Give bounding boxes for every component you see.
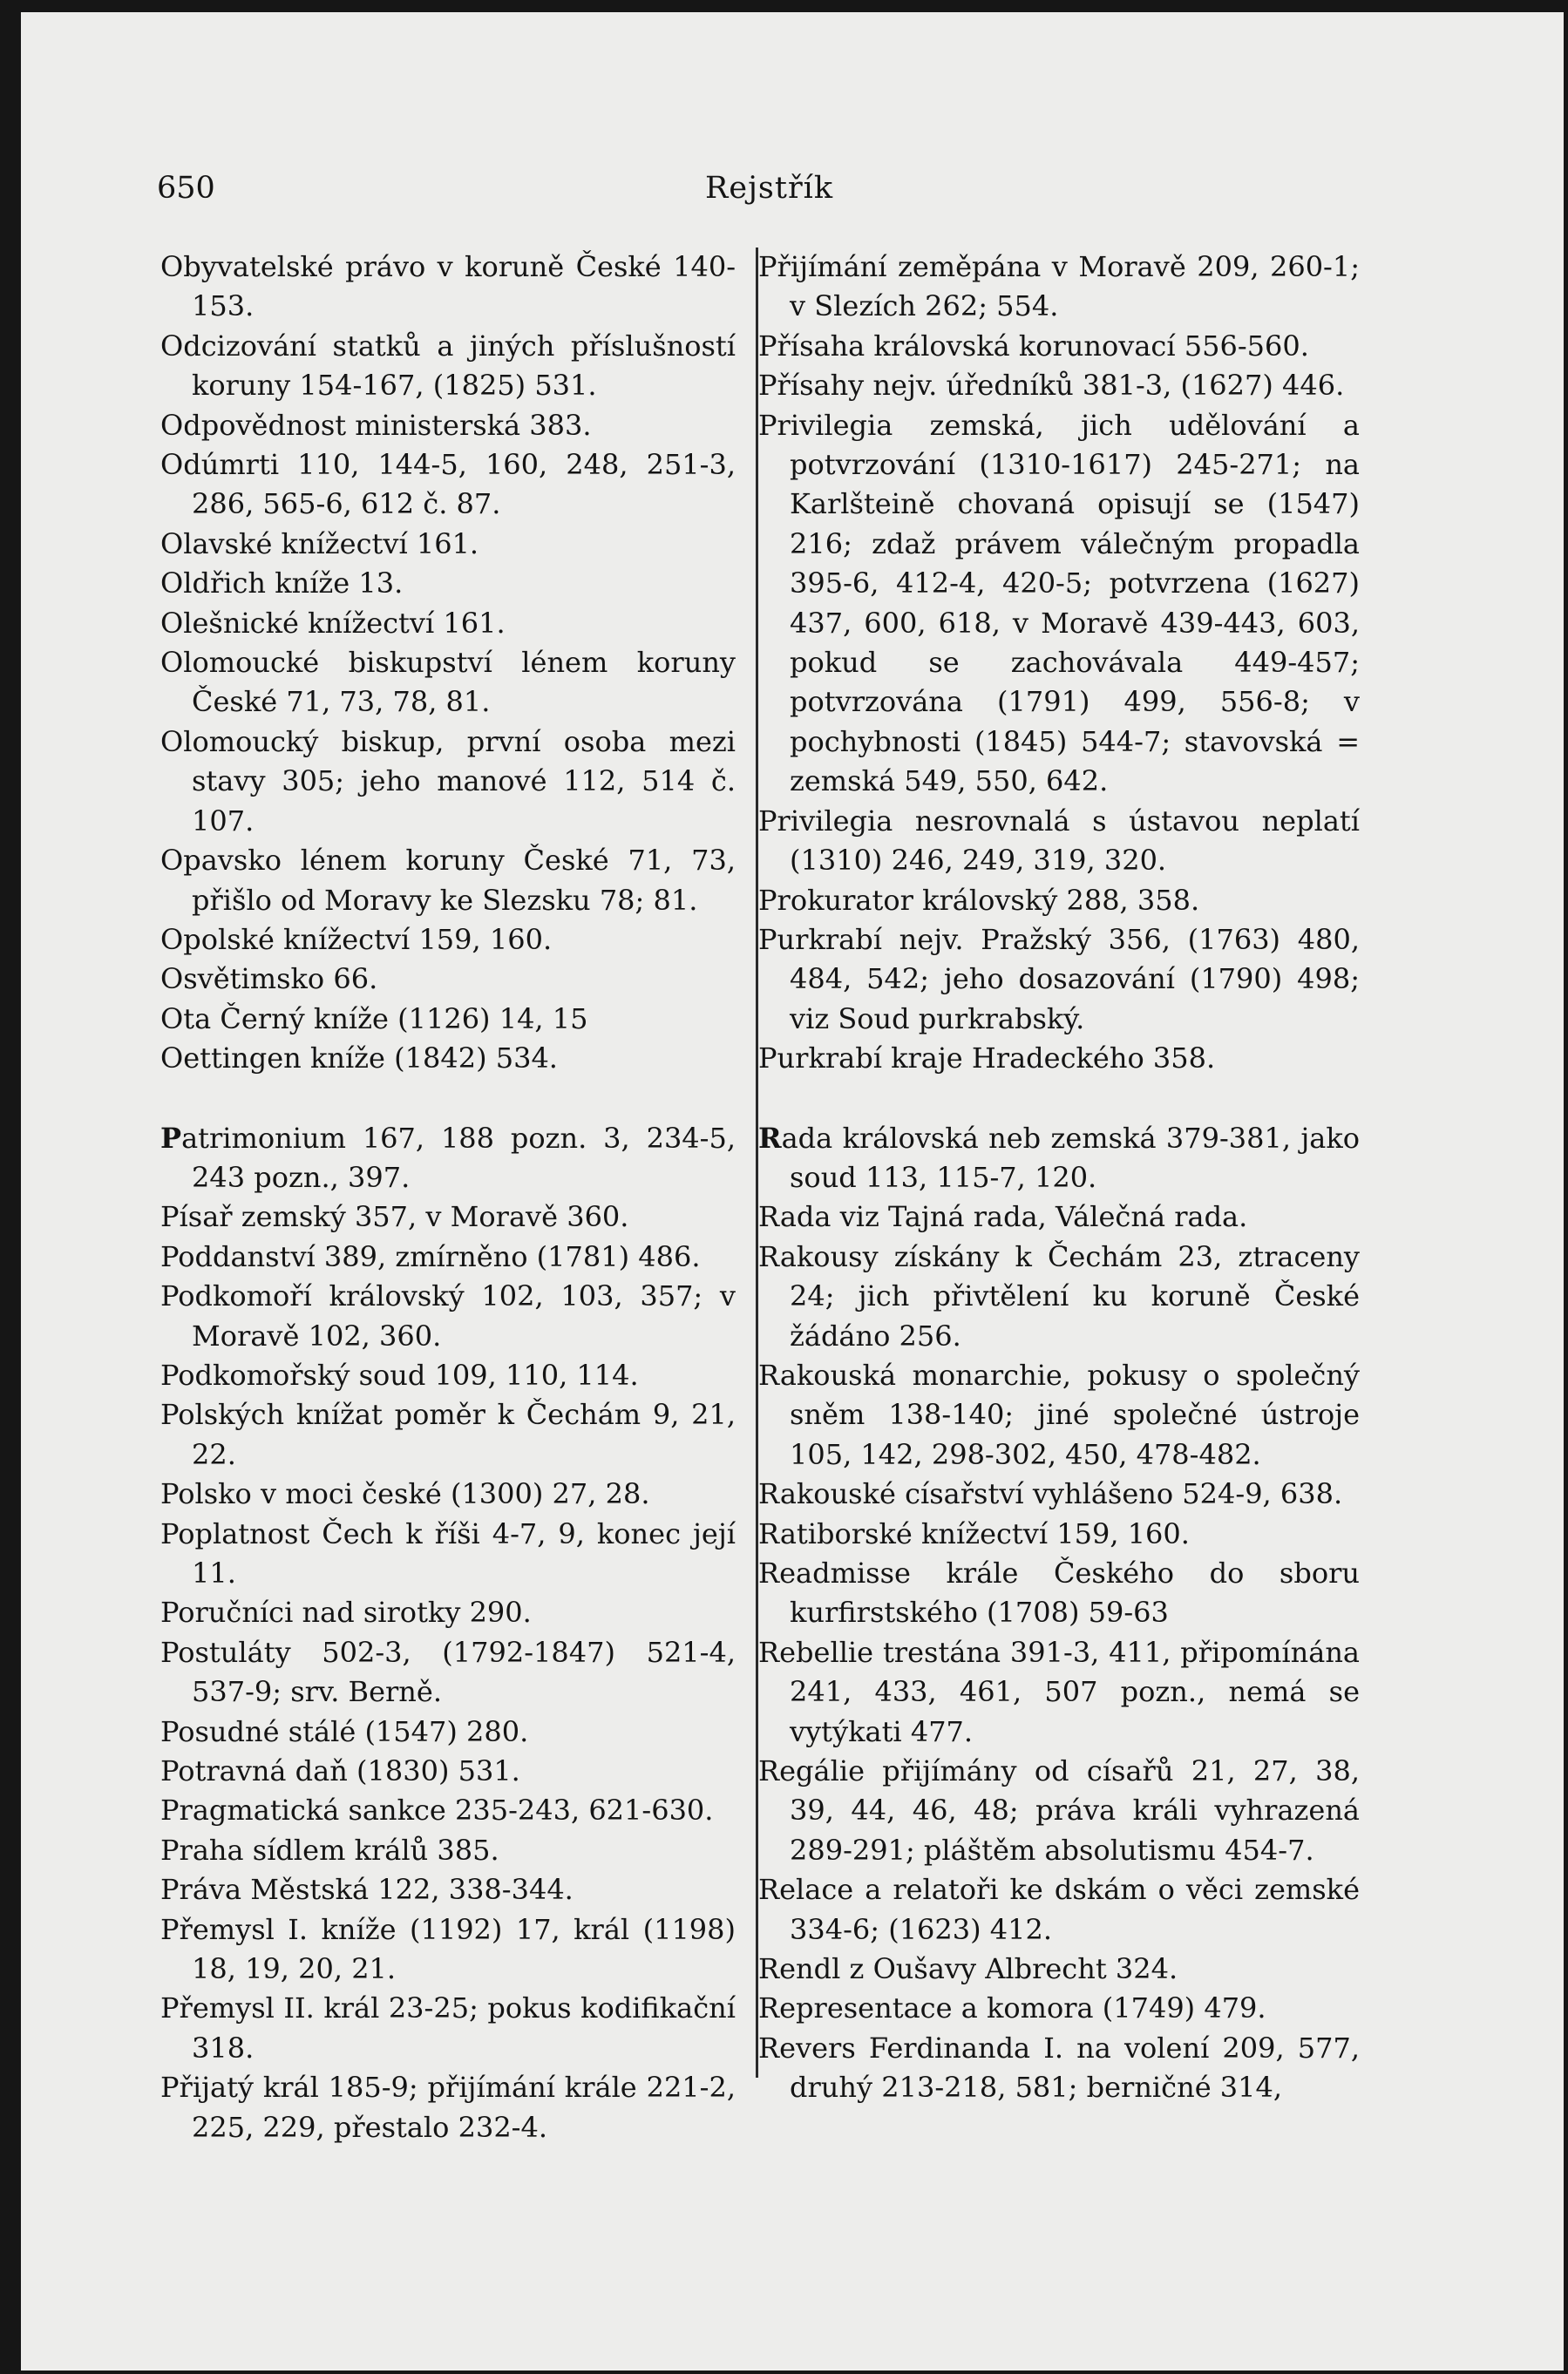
index-entry: Práva Městská 122, 338-344. <box>160 1873 574 1907</box>
index-entry: Přemysl II. král 23-25; pokus kodifikační 318. <box>160 1991 736 2065</box>
index-entry: Přemysl I. kníže (1192) 17, král (1198) 18, 19, 20, 21. <box>160 1912 736 1986</box>
index-entry: Privilegia zemská, jich udělování a potvrzování (1310-1617) 245-271; na Karlšteině chovaná opisují se (1547) 216; zdaž právem válečným propadla 395-6, 412-4, 420-5; potvrzena (1627) 437, 600, 618, v Moravě 439-443, 603, pokud se zachovávala 449-457; potvrzována (1791) 499, 556-8; v pochybnosti (1845) 544-7; stavovská = zemská 549, 550, 642. <box>758 408 1360 798</box>
index-entry: Osvětimsko 66. <box>160 962 378 996</box>
section-initial-r: R <box>758 1121 782 1155</box>
index-entry: Olomoucké biskupství lénem koruny České 71, 73, 78, 81. <box>160 646 736 719</box>
section-initial-p: P <box>160 1121 182 1155</box>
index-entry: Obyvatelské právo v koruně České 140-153. <box>160 250 736 323</box>
index-entry: Revers Ferdinanda I. na volení 209, 577, druhý 213-218, 581; berničné 314, <box>758 2031 1360 2105</box>
index-entry: Oettingen kníže (1842) 534. <box>160 1041 558 1075</box>
index-entry: Olavské knížectví 161. <box>160 526 479 560</box>
index-entry: Rendl z Oušavy Albrecht 324. <box>758 1952 1178 1986</box>
index-entry: Rebellie trestána 391-3, 411, připomínána 241, 433, 461, 507 pozn., nemá se vytýkati 477. <box>758 1635 1360 1748</box>
index-entry: Rakouská monarchie, pokusy o společný sněm 138-140; jiné společné ústroje 105, 142, 298-302, 450, 478-482. <box>758 1358 1360 1471</box>
index-entry: Opolské knížectví 159, 160. <box>160 922 553 956</box>
index-entry: Olomoucký biskup, první osoba mezi stavy 305; jeho manové 112, 514 č. 107. <box>160 724 736 838</box>
index-entry: Přísaha královská korunovací 556-560. <box>758 329 1309 363</box>
entry-text: atrimonium 167, 188 pozn. 3, 234-5, 243 pozn., 397. <box>181 1121 736 1194</box>
index-entry: Odcizování statků a jiných příslušností koruny 154-167, (1825) 531. <box>160 329 736 403</box>
index-entry: Polských knížat poměr k Čechám 9, 21, 22. <box>160 1398 736 1471</box>
page-number: 650 <box>157 171 215 206</box>
index-entry: Přijatý král 185-9; přijímání krále 221-2, 225, 229, přestalo 232-4. <box>160 2071 736 2144</box>
index-entry: Postuláty 502-3, (1792-1847) 521-4, 537-9; srv. Berně. <box>160 1635 736 1709</box>
index-entry: Písař zemský 357, v Moravě 360. <box>160 1200 629 1234</box>
index-entry: Purkrabí kraje Hradeckého 358. <box>758 1041 1216 1075</box>
index-entry: Přijímání zeměpána v Moravě 209, 260-1; v Slezích 262; 554. <box>758 250 1360 323</box>
index-entry: Rakouské císařství vyhlášeno 524-9, 638. <box>758 1477 1343 1511</box>
index-entry: Readmisse krále Českého do sboru kurfirstského (1708) 59-63 <box>758 1557 1360 1630</box>
index-entry: Opavsko lénem koruny České 71, 73, přišlo od Moravy ke Slezsku 78; 81. <box>160 844 736 917</box>
index-entry: Representace a komora (1749) 479. <box>758 1991 1266 2025</box>
index-entry: Praha sídlem králů 385. <box>160 1833 499 1867</box>
section-p-first-entry <box>160 1119 736 1198</box>
section-gap <box>758 1079 1360 1119</box>
index-entry: Poddanství 389, zmírněno (1781) 486. <box>160 1239 701 1273</box>
index-entry: Rakousy získány k Čechám 23, ztraceny 24; jich přivtělení ku koruně České žádáno 256. <box>758 1239 1360 1353</box>
index-entry: Podkomořský soud 109, 110, 114. <box>160 1358 639 1392</box>
left-column <box>160 248 736 2147</box>
index-entry: Ratiborské knížectví 159, 160. <box>758 1516 1190 1550</box>
index-entry: Purkrabí nejv. Pražský 356, (1763) 480, 484, 542; jeho dosazování (1790) 498; viz Soud purkrabský. <box>758 922 1360 1035</box>
index-entry: Poručníci nad sirotky 290. <box>160 1596 532 1630</box>
index-entry: Rada viz Tajná rada, Válečná rada. <box>758 1200 1248 1234</box>
index-entry: Pragmatická sankce 235-243, 621-630. <box>160 1794 714 1828</box>
right-column <box>758 248 1360 2108</box>
index-entry: Potravná daň (1830) 531. <box>160 1754 520 1788</box>
entry-text: ada královská neb zemská 379-381, jako soud 113, 115-7, 120. <box>781 1121 1360 1194</box>
section-r-first-entry <box>758 1119 1360 1198</box>
running-head: Rejstřík <box>705 171 834 206</box>
index-entry: Relace a relatoři ke dskám o věci zemské 334-6; (1623) 412. <box>758 1873 1360 1946</box>
index-entry: Oldřich kníže 13. <box>160 566 404 600</box>
index-entry: Polsko v moci české (1300) 27, 28. <box>160 1477 650 1511</box>
index-entry: Olešnické knížectví 161. <box>160 606 506 640</box>
index-entry: Přísahy nejv. úředníků 381-3, (1627) 446. <box>758 369 1345 403</box>
index-entry: Podkomoří královský 102, 103, 357; v Moravě 102, 360. <box>160 1279 736 1353</box>
index-entry: Privilegia nesrovnalá s ústavou neplatí (1310) 246, 249, 319, 320. <box>758 804 1360 878</box>
index-entry: Poplatnost Čech k říši 4-7, 9, konec její 11. <box>160 1516 736 1590</box>
index-entry: Regálie přijímány od císařů 21, 27, 38, 39, 44, 46, 48; práva králi vyhrazená 289-291; pláštěm absolutismu 454-7. <box>758 1754 1360 1867</box>
index-entry: Odúmrti 110, 144-5, 160, 248, 251-3, 286, 565-6, 612 č. 87. <box>160 448 736 521</box>
index-entry: Odpovědnost ministerská 383. <box>160 408 592 442</box>
section-gap <box>160 1079 736 1119</box>
index-entry: Prokurator královský 288, 358. <box>758 883 1200 917</box>
index-entry: Ota Černý kníže (1126) 14, 15 <box>160 1001 588 1035</box>
book-page <box>21 12 1564 2371</box>
index-entry: Posudné stálé (1547) 280. <box>160 1714 529 1748</box>
